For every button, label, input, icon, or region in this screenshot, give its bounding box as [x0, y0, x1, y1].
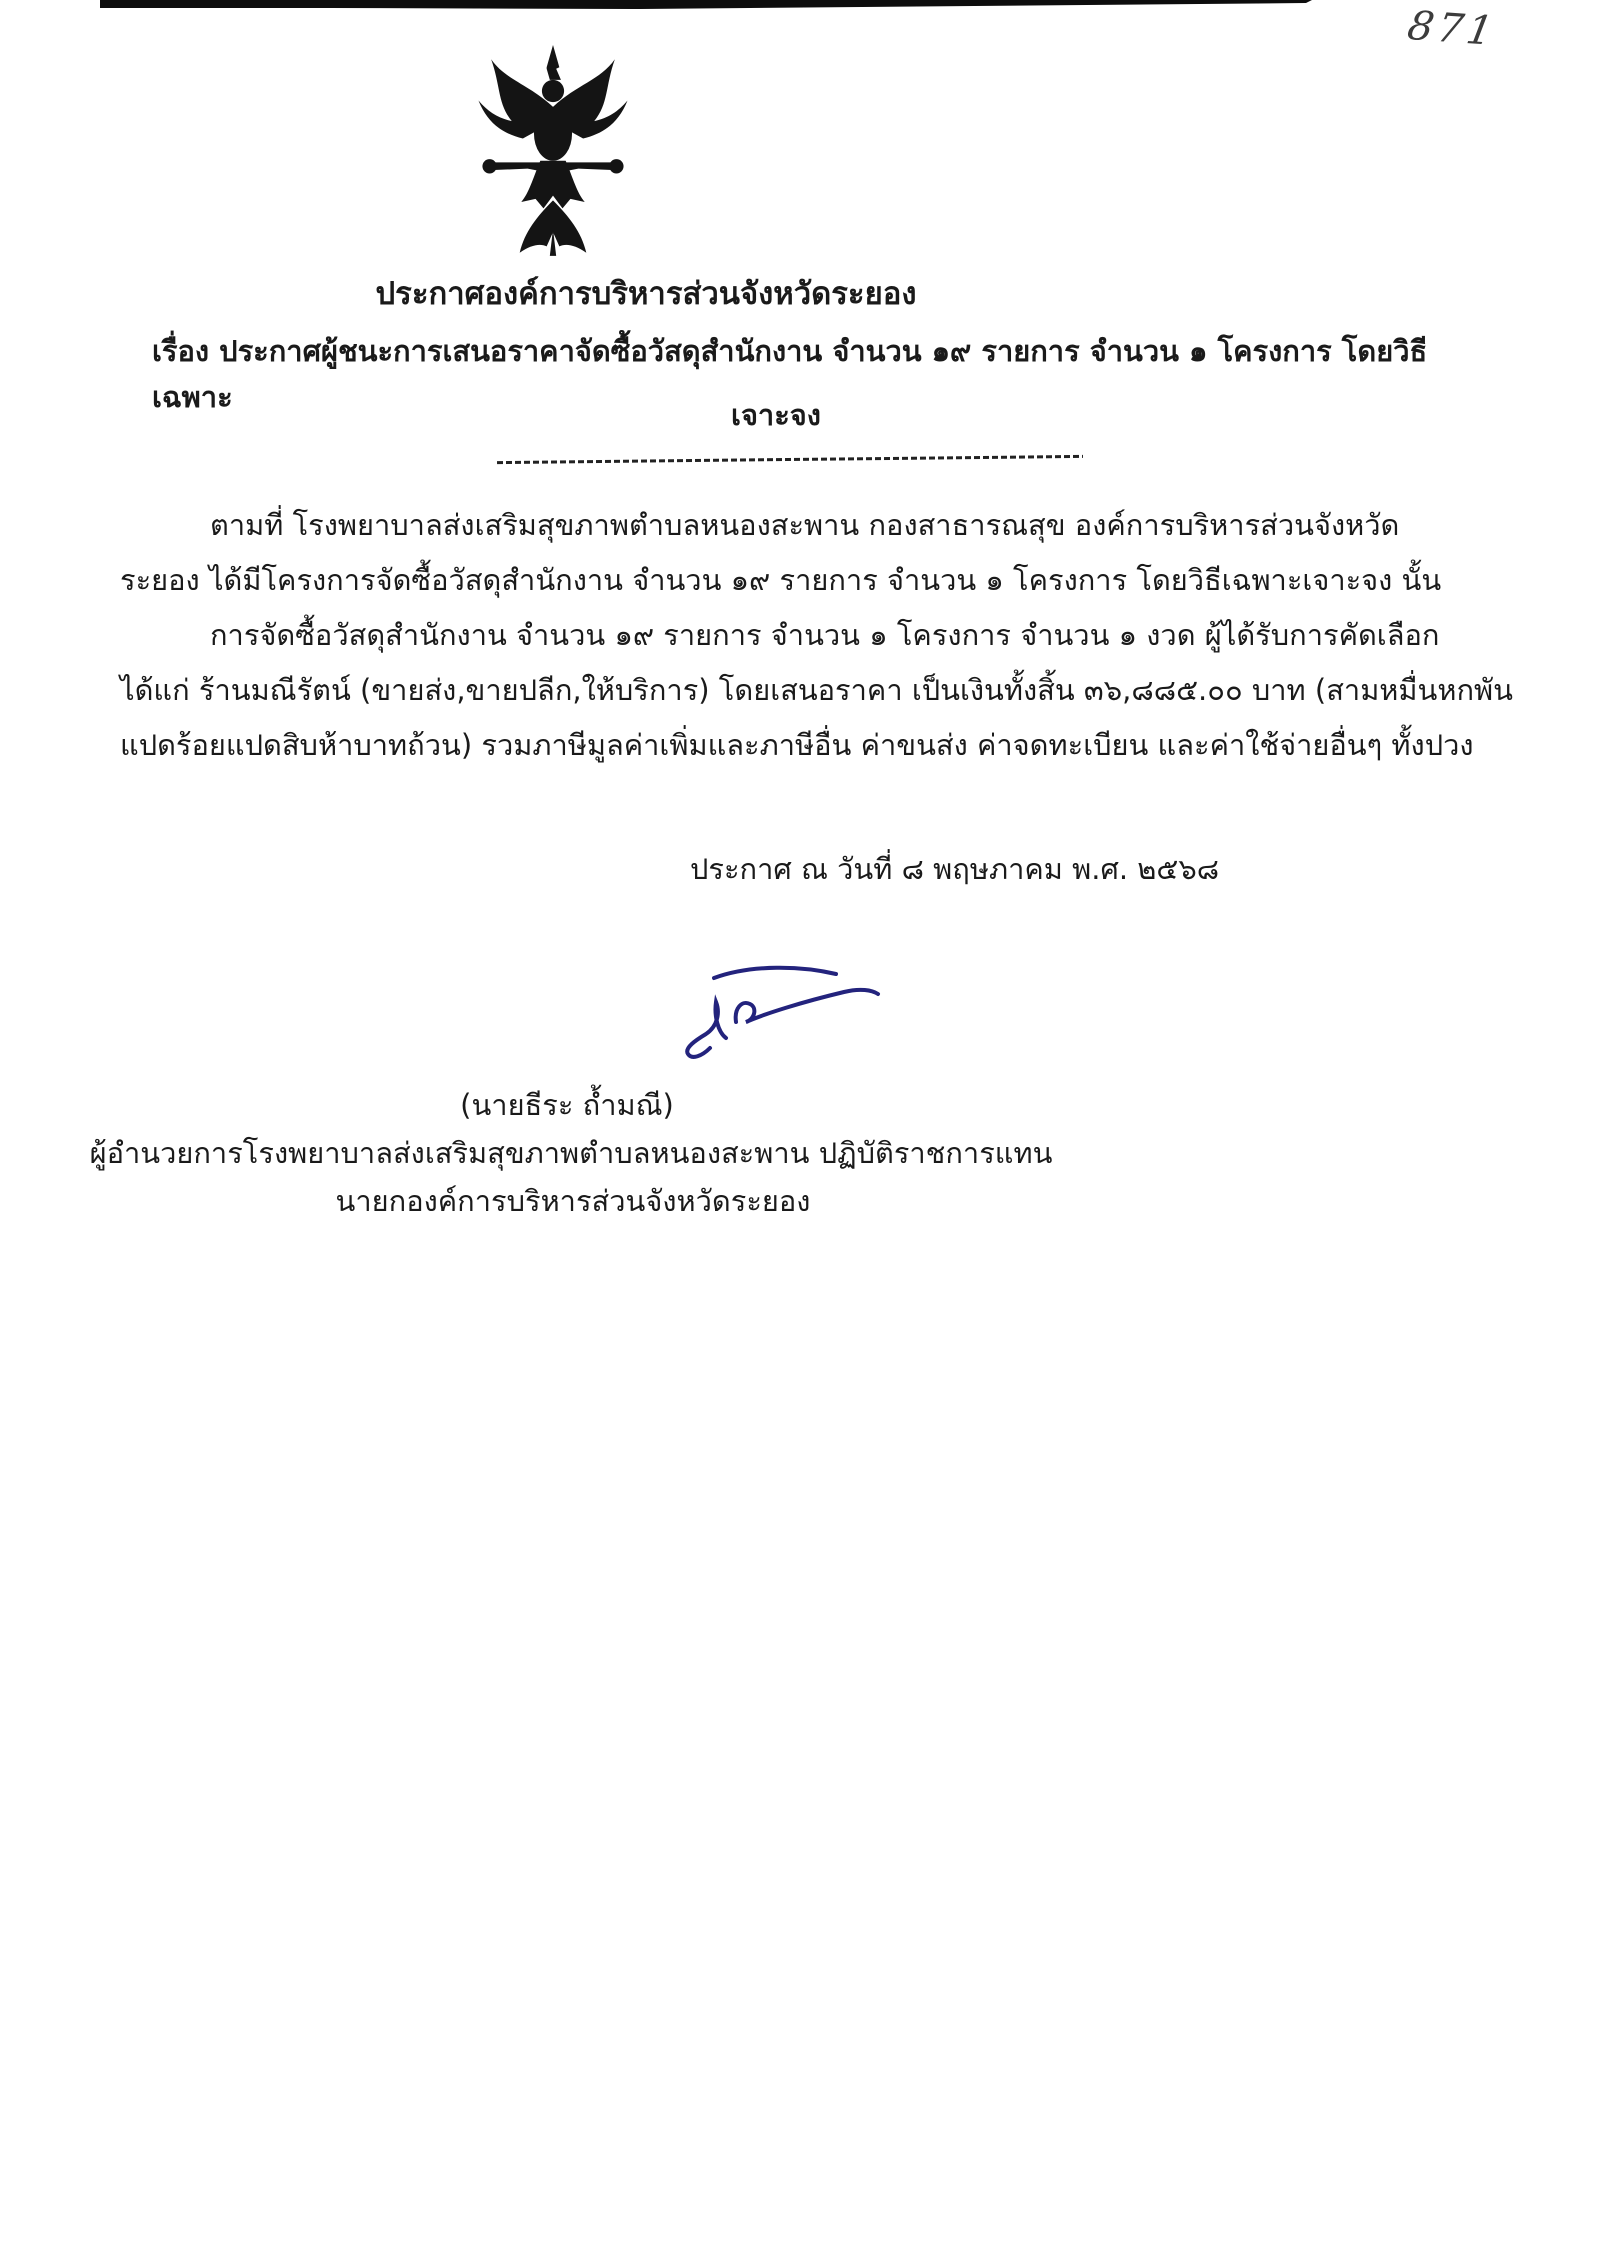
body-line: ระยอง ได้มีโครงการจัดซื้อวัสดุสำนักงาน จำนวน ๑๙ รายการ จำนวน ๑ โครงการ โดยวิธีเฉพาะเจาะจง นั้น [120, 563, 1442, 597]
handwritten-page-number: 871 [1404, 3, 1501, 55]
body-paragraphs [120, 498, 1513, 773]
announcement-date-line: ประกาศ ณ วันที่ ๘ พฤษภาคม พ.ศ. ๒๕๖๘ [690, 852, 1220, 886]
document-title: ประกาศองค์การบริหารส่วนจังหวัดระยอง [375, 276, 917, 312]
signatory-position-line-2: นายกองค์การบริหารส่วนจังหวัดระยอง [335, 1184, 811, 1218]
body-line: แปดร้อยแปดสิบห้าบาทถ้วน) รวมภาษีมูลค่าเพิ่มและภาษีอื่น ค่าขนส่ง ค่าจดทะเบียน และค่าใช้จ่ายอื่นๆ ทั้งปวง [120, 728, 1474, 762]
signature-ink [652, 952, 928, 1072]
subject-line-2: เจาะจง [731, 398, 821, 432]
garuda-emblem-icon [472, 45, 634, 267]
body-line: การจัดซื้อวัสดุสำนักงาน จำนวน ๑๙ รายการ จำนวน ๑ โครงการ จำนวน ๑ งวด ผู้ได้รับการคัดเลือก [210, 618, 1440, 652]
signatory-name: (นายธีระ ถ้ำมณี) [460, 1088, 674, 1122]
body-line: ได้แก่ ร้านมณีรัตน์ (ขายส่ง,ขายปลีก,ให้บริการ) โดยเสนอราคา เป็นเงินทั้งสิ้น ๓๖,๘๘๕.๐๐ บาท (สามหมื่นหกพัน [120, 673, 1513, 707]
signatory-position-line-1: ผู้อำนวยการโรงพยาบาลส่งเสริมสุขภาพตำบลหนองสะพาน ปฏิบัติราชการแทน [89, 1136, 1053, 1170]
body-line: ตามที่ โรงพยาบาลส่งเสริมสุขภาพตำบลหนองสะพาน กองสาธารณสุข องค์การบริหารส่วนจังหวัด [210, 508, 1400, 542]
subject-line-1: เรื่อง ประกาศผู้ชนะการเสนอราคาจัดซื้อวัสดุสำนักงาน จำนวน ๑๙ รายการ จำนวน ๑ โครงการ โดยวิธีเฉพาะ [152, 334, 1428, 414]
dashed-divider [497, 455, 1083, 464]
scan-artifact-band [0, 0, 1600, 12]
